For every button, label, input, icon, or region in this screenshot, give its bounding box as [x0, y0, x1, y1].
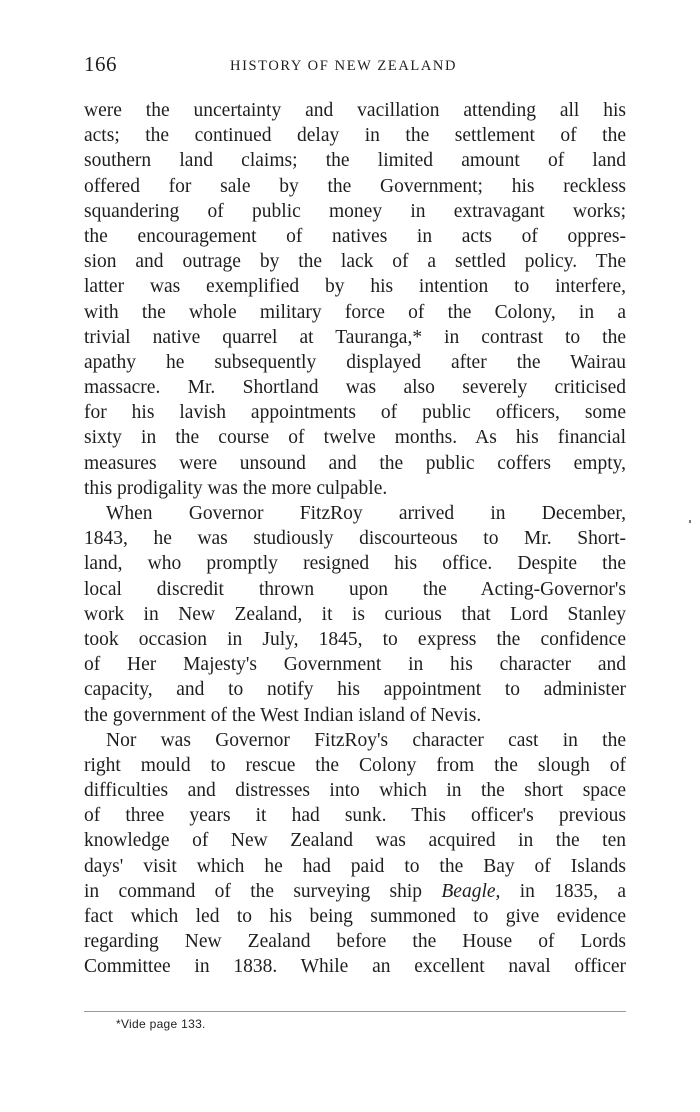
- text-line: for his lavish appointments of public officers, some: [84, 402, 626, 424]
- ship-name: Beagle,: [441, 880, 501, 902]
- text-line: the encouragement of natives in acts of oppres-: [84, 225, 626, 247]
- text-line: difficulties and distresses into which in the short space: [84, 780, 626, 802]
- text-line: the government of the West Indian island of Nevis.: [84, 704, 482, 726]
- text-line-with-italic: [84, 879, 626, 904]
- text-segment: in 1835, a: [500, 880, 626, 902]
- footnote-divider: [84, 1011, 626, 1012]
- text-line: Nor was Governor FitzRoy's character cast in the: [106, 729, 626, 751]
- text-line: fact which led to his being summoned to give evidence: [84, 906, 626, 927]
- body-text: [84, 98, 626, 980]
- text-line: sixty in the course of twelve months. As his financial: [84, 427, 626, 449]
- text-line: sion and outrage by the lack of a settled policy. The: [84, 251, 626, 273]
- margin-speck: [689, 520, 691, 523]
- running-head: HISTORY OF NEW ZEALAND: [230, 58, 458, 74]
- text-line: took occasion in July, 1845, to express the confidence: [84, 628, 626, 650]
- text-line: 1843, he was studiously discourteous to Mr. Short-: [84, 528, 626, 550]
- text-line: regarding New Zealand before the House of Lords: [84, 931, 626, 953]
- text-line: this prodigality was the more culpable.: [84, 477, 388, 499]
- text-segment: in command of the surveying ship: [84, 880, 442, 902]
- text-line: capacity, and to notify his appointment to administer: [84, 679, 626, 701]
- footnote: *Vide page 133.: [116, 1017, 206, 1031]
- paragraph-3: [84, 728, 626, 980]
- text-line: were the uncertainty and vacillation attending all his: [84, 100, 626, 121]
- text-line: measures were unsound and the public coffers empty,: [84, 452, 626, 474]
- text-line: local discredit thrown upon the Acting-Governor's: [84, 578, 626, 600]
- text-line: with the whole military force of the Colony, in a: [84, 301, 626, 323]
- text-line: land, who promptly resigned his office. Despite the: [84, 553, 626, 575]
- text-line: of three years it had sunk. This officer's previous: [84, 805, 626, 827]
- text-line: latter was exemplified by his intention to interfere,: [84, 276, 626, 298]
- text-line: days' visit which he had paid to the Bay of Islands: [84, 855, 626, 877]
- text-line: work in New Zealand, it is curious that Lord Stanley: [84, 603, 626, 625]
- text-line: offered for sale by the Government; his reckless: [84, 175, 626, 197]
- text-line: trivial native quarrel at Tauranga,* in contrast to the: [84, 326, 626, 348]
- paragraph-1: [84, 98, 626, 501]
- text-line: southern land claims; the limited amount of land: [84, 150, 626, 172]
- text-line: Committee in 1838. While an excellent naval officer: [84, 956, 626, 978]
- page-number: 166: [84, 52, 117, 76]
- text-line: right mould to rescue the Colony from the slough of: [84, 754, 626, 776]
- text-line: of Her Majesty's Government in his character and: [84, 654, 626, 676]
- page-header: [84, 52, 626, 80]
- text-line: squandering of public money in extravagant works;: [84, 200, 626, 222]
- text-line: massacre. Mr. Shortland was also severely criticised: [84, 377, 626, 399]
- text-line: knowledge of New Zealand was acquired in the ten: [84, 830, 626, 852]
- text-line: When Governor FitzRoy arrived in December,: [106, 503, 626, 524]
- text-line: acts; the continued delay in the settlement of the: [84, 125, 626, 147]
- text-line: apathy he subsequently displayed after the Wairau: [84, 351, 626, 373]
- paragraph-2: [84, 501, 626, 728]
